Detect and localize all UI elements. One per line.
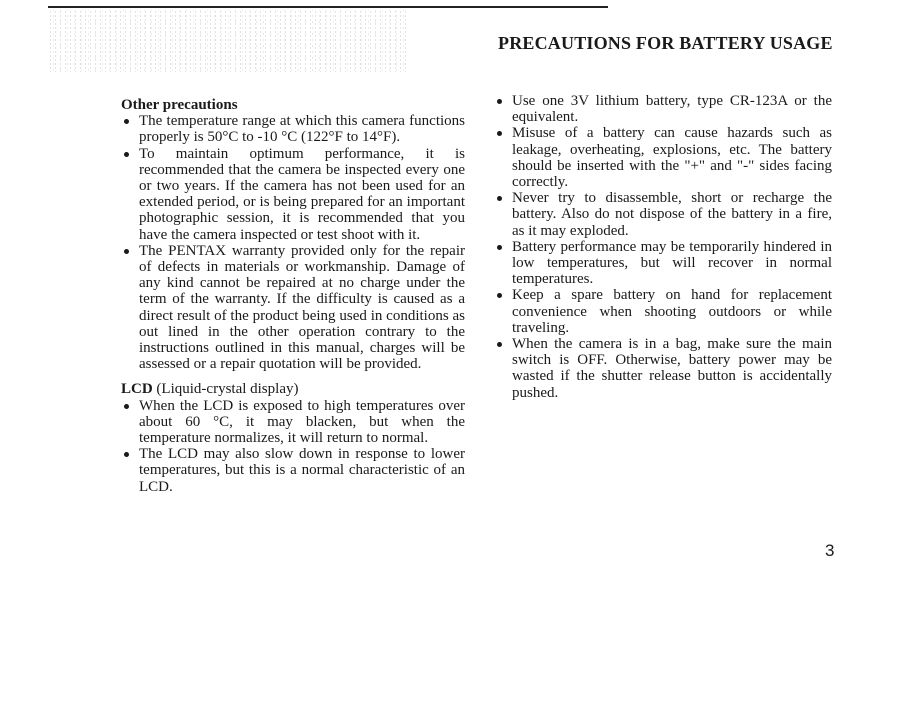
top-rule bbox=[48, 6, 608, 8]
page-number: 3 bbox=[825, 541, 835, 560]
right-column bbox=[494, 93, 832, 401]
lcd-heading-paren: (Liquid-crystal display) bbox=[156, 381, 299, 398]
list-item: To maintain optimum performance, it is recommended that the camera be inspected every one or two years. If the camera has not been used for an extended period, or is being prepared for an important photographic session, it is recommended that you have the camera inspected or test shoot with it. bbox=[121, 146, 465, 243]
list-item: When the camera is in a bag, make sure the main switch is OFF. Otherwise, battery power may be wasted if the shutter release button is accidentally pushed. bbox=[494, 336, 832, 401]
other-precautions-heading: Other precautions bbox=[121, 97, 238, 113]
lcd-heading-label: LCD bbox=[121, 381, 153, 398]
lcd-list bbox=[121, 398, 465, 495]
section-title: PRECAUTIONS FOR BATTERY USAGE bbox=[498, 33, 833, 53]
list-item: Use one 3V lithium battery, type CR-123A or the equivalent. bbox=[494, 93, 832, 125]
list-item: When the LCD is exposed to high temperatures over about 60 °C, it may blacken, but when the temperature normalizes, it will return to normal. bbox=[121, 398, 465, 447]
list-item: The LCD may also slow down in response to lower temperatures, but this is a normal characteristic of an LCD. bbox=[121, 446, 465, 495]
list-item: Battery performance may be temporarily hindered in low temperatures, but will recover in normal temperatures. bbox=[494, 239, 832, 288]
list-item: The PENTAX warranty provided only for the repair of defects in materials or workmanship. Damage of any kind cannot be repaired at no charge under the term of the warranty. If the difficulty is caused as a direct result of the product being used in conditions as out lined in the other operation contrary to the instructions outlined in this manual, charges will be assessed or a repair quotation will be provided. bbox=[121, 243, 465, 373]
list-item: Never try to disassemble, short or recharge the battery. Also do not dispose of the battery in a fire, as it may exploded. bbox=[494, 190, 832, 239]
list-item: The temperature range at which this camera functions properly is 50°C to -10 °C (122°F to 14°F). bbox=[121, 113, 465, 145]
scan-noise bbox=[48, 10, 408, 72]
lcd-heading bbox=[121, 381, 465, 397]
other-precautions-list bbox=[121, 113, 465, 372]
left-column bbox=[121, 97, 465, 495]
list-item: Keep a spare battery on hand for replacement convenience when shooting outdoors or while traveling. bbox=[494, 287, 832, 336]
list-item: Misuse of a battery can cause hazards such as leakage, overheating, explosions, etc. The battery should be inserted with the "+" and "-" sides facing correctly. bbox=[494, 125, 832, 190]
battery-precautions-list bbox=[494, 93, 832, 401]
